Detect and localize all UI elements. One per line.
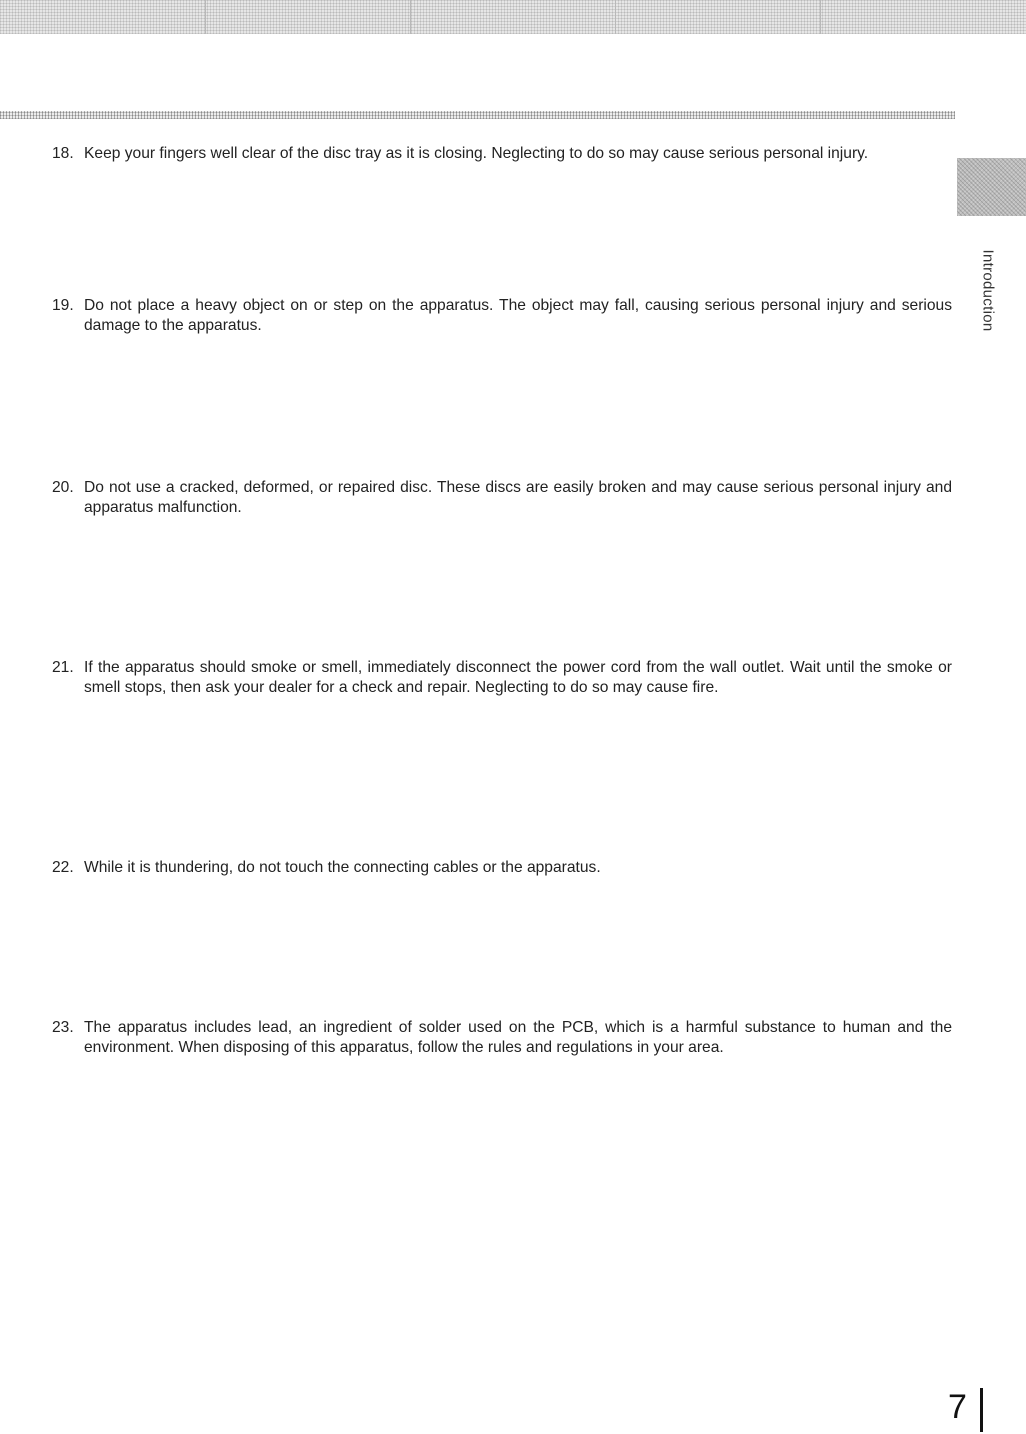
page-number: 7 bbox=[948, 1388, 967, 1426]
item-number: 18. bbox=[52, 145, 74, 162]
section-side-label-text: Introduction bbox=[979, 249, 997, 331]
safety-item-22 bbox=[52, 858, 952, 878]
section-divider-rule bbox=[0, 111, 955, 119]
header-pattern-band bbox=[0, 0, 1026, 34]
safety-item-21 bbox=[52, 658, 952, 698]
item-number: 19. bbox=[52, 297, 74, 314]
header-band-divider bbox=[410, 0, 411, 34]
page-number-bar bbox=[980, 1388, 983, 1432]
section-tab-marker bbox=[957, 158, 1026, 216]
safety-item-20 bbox=[52, 478, 952, 518]
item-text: The apparatus includes lead, an ingredient of solder used on the PCB, which is a harmful substance to human and the environment. When disposing of this apparatus, follow the rules and regulations in your area. bbox=[84, 1019, 952, 1056]
item-text: Do not use a cracked, deformed, or repaired disc. These discs are easily broken and may cause serious personal injury and apparatus malfunction. bbox=[84, 479, 952, 516]
safety-item-23 bbox=[52, 1018, 952, 1058]
item-number: 23. bbox=[52, 1019, 74, 1036]
section-side-label bbox=[964, 249, 1012, 331]
safety-item-18 bbox=[52, 144, 952, 164]
item-number: 22. bbox=[52, 859, 74, 876]
safety-item-19 bbox=[52, 296, 952, 336]
item-number: 21. bbox=[52, 659, 74, 676]
item-text: If the apparatus should smoke or smell, immediately disconnect the power cord from the wall outlet. Wait until the smoke or smell stops, then ask your dealer for a check and repair. Neglecting to do so may cause fire. bbox=[84, 659, 952, 696]
item-text: Keep your fingers well clear of the disc tray as it is closing. Neglecting to do so may cause serious personal injury. bbox=[84, 145, 869, 162]
header-band-divider bbox=[615, 0, 616, 34]
item-text: Do not place a heavy object on or step on the apparatus. The object may fall, causing serious personal injury and serious damage to the apparatus. bbox=[84, 297, 952, 334]
item-text: While it is thundering, do not touch the connecting cables or the apparatus. bbox=[84, 859, 601, 876]
header-band-divider bbox=[205, 0, 206, 34]
item-number: 20. bbox=[52, 479, 74, 496]
header-band-divider bbox=[820, 0, 821, 34]
